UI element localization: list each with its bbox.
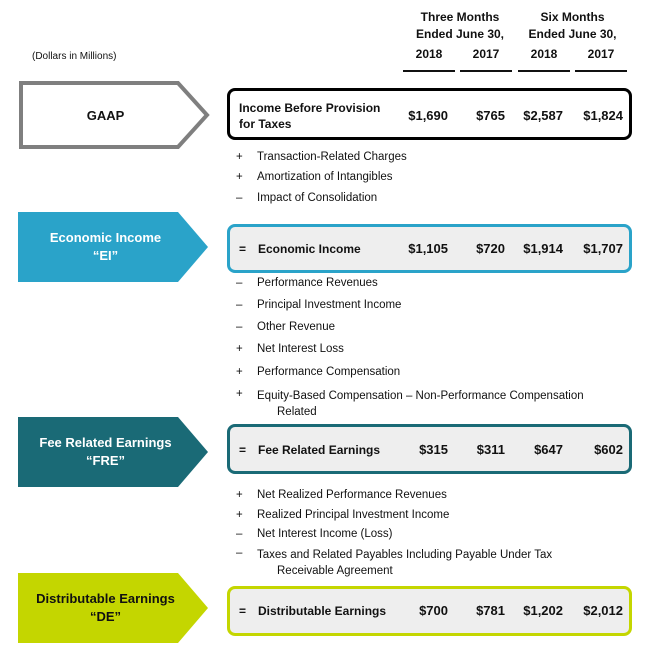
adj1-text-1: Transaction-Related Charges bbox=[257, 151, 407, 163]
header-year-4: 2017 bbox=[587, 47, 615, 61]
header-six-months-line2: Ended June 30, bbox=[528, 27, 617, 41]
fre-value-2: $311 bbox=[476, 442, 505, 457]
de-value-4: $2,012 bbox=[583, 603, 623, 618]
ei-value-1: $1,105 bbox=[408, 241, 448, 256]
adj2-item-1 bbox=[236, 277, 378, 289]
header-three-months-line1: Three Months bbox=[420, 10, 500, 24]
ei-value-2: $720 bbox=[476, 241, 505, 256]
adj3-text-2: Realized Principal Investment Income bbox=[257, 509, 450, 521]
adj1-sign-3: – bbox=[236, 192, 243, 204]
adj1-text-3: Impact of Consolidation bbox=[257, 192, 378, 204]
fre-arrow-abbrev: “FRE” bbox=[86, 453, 125, 468]
header-underline-4 bbox=[575, 70, 627, 72]
de-value-1: $700 bbox=[419, 603, 448, 618]
header-underline-3 bbox=[518, 70, 570, 72]
adj2-item-3 bbox=[236, 321, 335, 333]
gaap-box-label-line1: Income Before Provision bbox=[239, 101, 381, 115]
adj3-text-4-cont: Receivable Agreement bbox=[277, 565, 393, 577]
adj2-text-1: Performance Revenues bbox=[257, 277, 378, 289]
gaap-box-label bbox=[239, 100, 380, 132]
adj2-sign-1: – bbox=[236, 277, 243, 289]
adj3-text-1: Net Realized Performance Revenues bbox=[257, 489, 447, 501]
header-three-months bbox=[400, 9, 520, 43]
adj1-item-3 bbox=[236, 192, 377, 204]
adj2-text-5: Performance Compensation bbox=[257, 366, 401, 378]
fre-equals: = bbox=[239, 443, 247, 457]
gaap-box bbox=[227, 88, 632, 140]
ei-equals: = bbox=[239, 242, 247, 256]
de-box-label: Distributable Earnings bbox=[258, 604, 387, 618]
adj2-item-2 bbox=[236, 299, 401, 311]
de-arrow-label: Distributable Earnings bbox=[36, 591, 175, 606]
de-box bbox=[227, 586, 632, 636]
gaap-arrow-label: GAAP bbox=[86, 107, 125, 123]
adj2-sign-6: + bbox=[236, 388, 243, 400]
fre-value-1: $315 bbox=[419, 442, 448, 457]
adj2-sign-5: + bbox=[236, 366, 243, 378]
adj1-item-1 bbox=[236, 151, 407, 163]
adj2-item-4 bbox=[236, 343, 344, 355]
adj3-sign-3: – bbox=[236, 528, 243, 540]
adj2-text-6: Equity-Based Compensation – Non-Performance Compensation bbox=[257, 390, 584, 402]
de-arrow bbox=[18, 573, 210, 643]
ei-arrow-label: Economic Income bbox=[49, 230, 162, 245]
adj3-text-4-wrap bbox=[257, 547, 552, 579]
adj3-text-3: Net Interest Income (Loss) bbox=[257, 528, 393, 540]
adj3-sign-4: – bbox=[236, 547, 243, 559]
adj2-text-2: Principal Investment Income bbox=[257, 299, 402, 311]
header-year-1: 2018 bbox=[415, 47, 443, 61]
fre-box-label: Fee Related Earnings bbox=[258, 443, 381, 457]
adj3-text-4: Taxes and Related Payables Including Payable Under Tax bbox=[257, 549, 553, 561]
header-underline-2 bbox=[460, 70, 512, 72]
header-underline-1 bbox=[403, 70, 455, 72]
de-value-2: $781 bbox=[476, 603, 505, 618]
adj1-item-2 bbox=[236, 171, 393, 183]
adj2-item-6 bbox=[236, 388, 584, 420]
de-value-3: $1,202 bbox=[523, 603, 563, 618]
adj1-sign-2: + bbox=[236, 171, 243, 183]
adj2-sign-4: + bbox=[236, 343, 243, 355]
adj3-item-3 bbox=[236, 528, 393, 540]
header-six-months-line1: Six Months bbox=[540, 10, 605, 24]
adj3-item-2 bbox=[236, 509, 449, 521]
adj3-item-4 bbox=[236, 547, 552, 579]
gaap-arrow bbox=[18, 80, 210, 150]
ei-box-label: Economic Income bbox=[258, 242, 361, 256]
fre-box bbox=[227, 424, 632, 474]
ei-value-3: $1,914 bbox=[523, 241, 563, 256]
adj3-sign-2: + bbox=[236, 509, 243, 521]
ei-value-4: $1,707 bbox=[583, 241, 623, 256]
gaap-value-2: $765 bbox=[476, 108, 505, 123]
header-six-months bbox=[515, 9, 630, 43]
adj1-text-2: Amortization of Intangibles bbox=[257, 171, 393, 183]
adj2-text-3: Other Revenue bbox=[257, 321, 335, 333]
adj2-text-6-wrap bbox=[257, 388, 584, 420]
gaap-value-1: $1,690 bbox=[408, 108, 448, 123]
gaap-value-4: $1,824 bbox=[583, 108, 623, 123]
adj3-sign-1: + bbox=[236, 489, 243, 501]
adj2-sign-2: – bbox=[236, 299, 243, 311]
adj2-text-6-cont: Related bbox=[277, 406, 317, 418]
gaap-box-label-line2: for Taxes bbox=[239, 117, 292, 131]
header-year-2: 2017 bbox=[472, 47, 500, 61]
adj3-item-1 bbox=[236, 489, 447, 501]
gaap-value-3: $2,587 bbox=[523, 108, 563, 123]
adj2-text-4: Net Interest Loss bbox=[257, 343, 344, 355]
adj2-sign-3: – bbox=[236, 321, 243, 333]
ei-arrow bbox=[18, 212, 210, 282]
fre-arrow-label: Fee Related Earnings bbox=[39, 435, 172, 450]
fre-value-3: $647 bbox=[534, 442, 563, 457]
de-equals: = bbox=[239, 604, 247, 618]
header-three-months-line2: Ended June 30, bbox=[415, 27, 505, 41]
units-note: (Dollars in Millions) bbox=[32, 51, 117, 62]
de-arrow-abbrev: “DE” bbox=[89, 609, 122, 624]
ei-box bbox=[227, 224, 632, 273]
header-year-3: 2018 bbox=[530, 47, 558, 61]
fre-arrow bbox=[18, 417, 210, 487]
adj2-item-5 bbox=[236, 366, 400, 378]
fre-value-4: $602 bbox=[594, 442, 623, 457]
adj1-sign-1: + bbox=[236, 151, 243, 163]
ei-arrow-abbrev: “EI” bbox=[92, 248, 119, 263]
